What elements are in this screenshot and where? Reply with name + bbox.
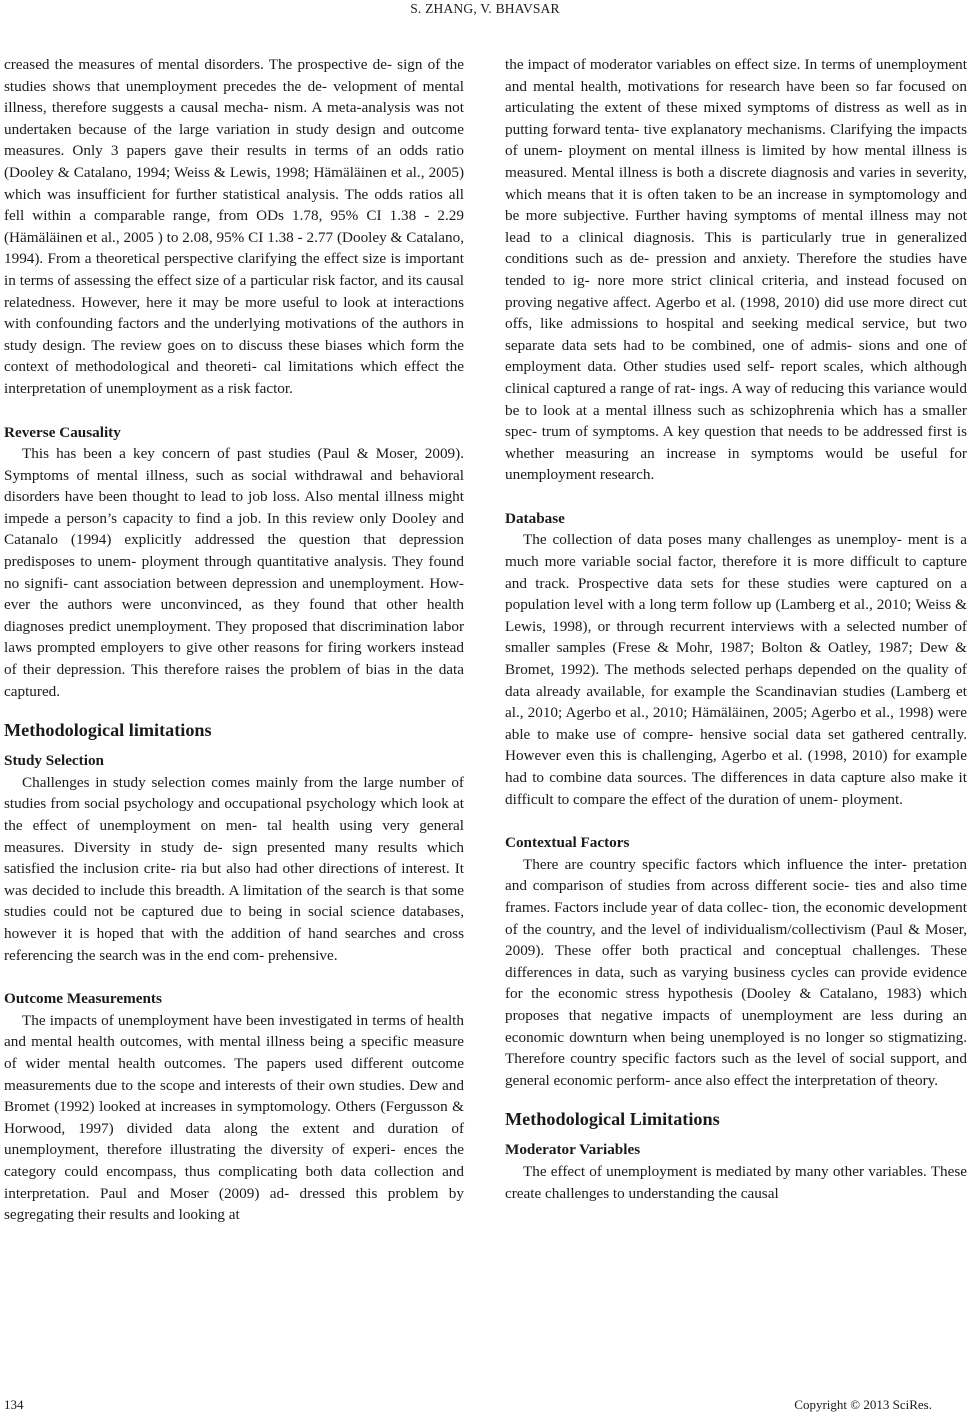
right-column xyxy=(505,54,967,1204)
subsection-heading-study-selection: Study Selection xyxy=(4,752,104,770)
body-paragraph: The effect of unemployment is mediated by many other variables. These create challenges to understanding the causal xyxy=(505,1162,967,1202)
subsection-heading-reverse-causality: Reverse Causality xyxy=(4,423,121,441)
subsection-heading-contextual-factors: Contextual Factors xyxy=(505,834,630,852)
running-head: S. ZHANG, V. BHAVSAR xyxy=(410,1,560,16)
copyright-notice: Copyright © 2013 SciRes. xyxy=(794,1397,932,1412)
subsection-heading-moderator-variables: Moderator Variables xyxy=(505,1141,641,1159)
section-heading-methodological-limitations-2: Methodological Limitations xyxy=(505,1109,720,1130)
body-paragraph: There are country specific factors which influence the inter- pretation and comparison of studies from across different socie- ties and also time frames. Factors include year of data collec- tion, the economic development of the country, and the level of individualism/collectivism (Paul & Moser, 2009). These offer both practical and conceptual challenges. These differences in data, such as varying business cycles can provide evidence for the economic stress hypothesis (Dooley & Catalano, 1983) which proposes that negative impacts of unemployment are less during an economic downturn when being unemployed is no longer so stigmatizing. Therefore country specific factors such as the level of social support, and general economic perform- ance also effect the interpretation of theory. xyxy=(505,855,967,1089)
body-paragraph: creased the measures of mental disorders. The prospective de- sign of the studies shows that unemployment precedes the de- velopment of mental illness, therefore suggests a causal mecha- nism. A meta-analysis was not undertaken because of the large variation in study design and outcome measures. Only 3 papers gave their results in terms of an odds ratio (Dooley & Catalano, 1994; Weiss & Lewis, 1998; Hämäläinen et al., 2005) which was insufficient for further statistical analysis. The odds ratios all fell within a comparable range, from ODs 1.78, 95% CI 1.38 - 2.29 (Hämäläinen et al., 2005 ) to 2.08, 95% CI 1.38 - 2.77 (Dooley & Catalano, 1994). From a theoretical perspective clarifying the effect size is important in terms of assessing the effect size of a particular risk factor, and its causal relatedness. However, here it may be more useful to look at interactions with confounding factors and the underlying motivations of the authors in study design. The review goes on to discuss these biases which form the context of methodological and theoreti- cal limitations which effect the interpretation of unemployment as a risk factor. xyxy=(4,56,464,397)
page-number: 134 xyxy=(4,1397,24,1412)
body-paragraph: the impact of moderator variables on effect size. In terms of unemployment and mental health, motivations for research have been so far focused on articulating the extent of these mixed symptoms of distress as well as in putting forward tenta- tive explanatory mechanisms. Clarifying the impacts of unem- ployment on mental illness is limited by how mental illness is measured. Mental illness is both a discrete diagnosis and varies in severity, which means that it is often taken to be an increase in symptomology and be more subjective. Further having symptoms of mental illness may not lead to a clinical diagnosis. This is particularly true in generalized conditions such as de- pression and anxiety. Therefore the studies have tended to ig- nore more strict clinical criteria, and instead focused on proving negative affect. Agerbo et al. (1998, 2010) did use more direct cut offs, like admissions to hospital and seeking medical service, but two separate data sets had to be combined, one of admis- sions and one of employment data. Other studies used self- report scales, which although clinical captured a range of rat- ings. A way of reducing this variance would be to look at a mental illness such as schizophrenia which has a smaller spec- trum of symptoms. A key question that needs to be addressed first is whether measuring an increase in symptoms would be useful for unemployment research. xyxy=(505,56,967,484)
body-paragraph: The impacts of unemployment have been investigated in terms of health and mental health outcomes, with mental illness being a specific measure of wider mental health outcomes. The papers used different outcome measurements due to the scope and interests of their own studies. Dew and Bromet (1992) looked at increases in symptomology. Others (Fergusson & Horwood, 1997) divided data along the extent and duration of unemployment, therefore illustrating the diversity of experi- ences the category could encompass, thus complicating both data collection and interpretation. Paul and Moser (2009) ad- dressed this problem by segregating their results and looking at xyxy=(4,1011,464,1224)
body-paragraph: Challenges in study selection comes mainly from the large number of studies from social psychology and occupational psychology which look at the effect of unemployment on men- tal health using very general measures. Diversity in study de- sign presented many results which satisfied the inclusion crite- ria but also had other directions of interest. It was decided to include this breadth. A limitation of the search is that some studies could not be captured due to being in social science databases, however it is hoped that with the addition of hand searches and cross referencing the search was in the end com- prehensive. xyxy=(4,773,464,964)
body-paragraph: The collection of data poses many challenges as unemploy- ment is a much more variable social factor, therefore it is more difficult to capture and track. Prospective data sets for these studies were captured on a population level with a long term follow up (Lamberg et al., 2010; Weiss & Lewis, 1998), or through recurrent interviews with a selected number of smaller samples (Frese & Mohr, 1987; Bolton & Oatley, 1987; Dew & Bromet, 1992). The methods selected perhaps depended on the quality of data already available, for example the Scandinavian studies (Lamberg et al., 2010; Agerbo et al., 2010; Hämäläinen, 2005; Agerbo et al., 1998) were able to make use of compre- hensive social data set gathered centrally. However even this is challenging, Agerbo et al. (1998, 2010) for example had to combine data sources. The differences in data capture also make it difficult to compare the effect of the duration of unem- ployment. xyxy=(505,531,967,808)
left-column xyxy=(4,54,464,1226)
section-heading-methodological-limitations: Methodological limitations xyxy=(4,720,212,741)
body-paragraph: This has been a key concern of past studies (Paul & Moser, 2009). Symptoms of mental illness, such as social withdrawal and behavioral disorders have been thought to lead to job loss. Also mental illness might impede a person’s capacity to find a job. In this review only Dooley and Catanalo (1994) explicitly addressed the question that depression predisposes to unem- ployment through quantitative analysis. They found no signifi- cant association between depression and unemployment. How- ever the authors were unconvinced, as they found that other health diagnoses predict unemployment. They proposed that discrimination labor laws prompted employers to give other reasons for firing workers instead of their depression. This therefore raises the problem of bias in the data captured. xyxy=(4,445,464,700)
subsection-heading-outcome-measurements: Outcome Measurements xyxy=(4,990,162,1008)
subsection-heading-database: Database xyxy=(505,509,565,527)
